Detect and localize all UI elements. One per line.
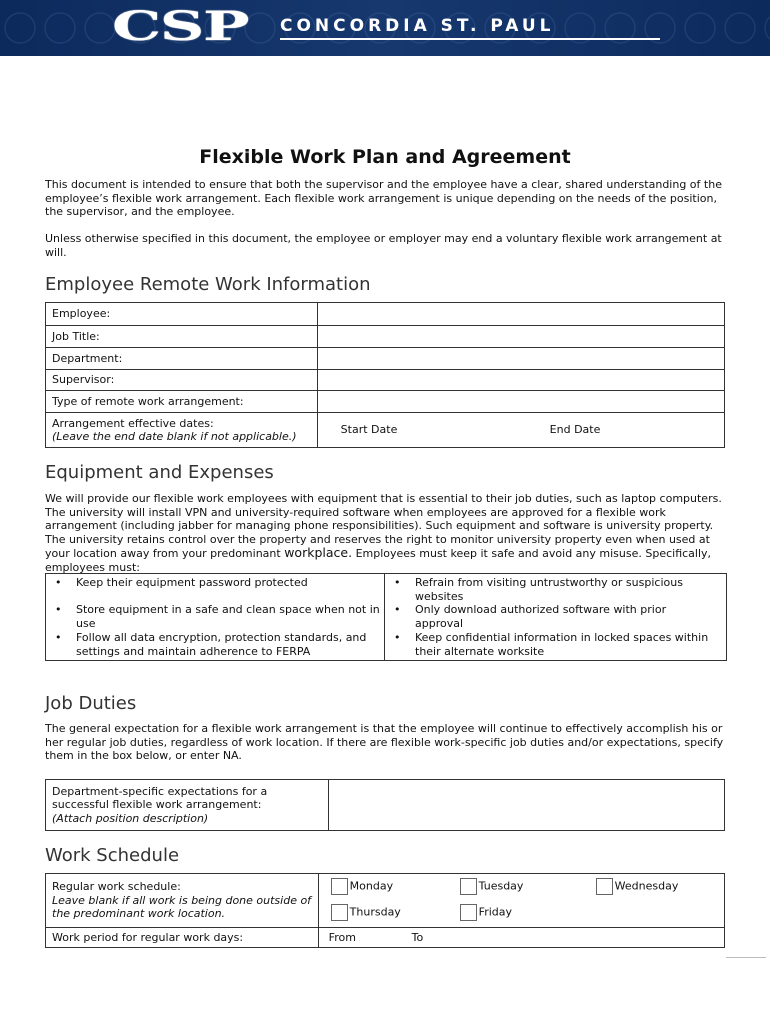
- equipment-text-part2: Employees must keep it safe and avoid any misuse. Specifically, employees must:: [45, 547, 712, 574]
- checkbox-icon[interactable]: [460, 904, 477, 921]
- work-period-field[interactable]: [318, 928, 724, 948]
- header-banner: [0, 0, 770, 56]
- supervisor-field[interactable]: [317, 370, 724, 391]
- arrangement-type-label: Type of remote work arrangement:: [46, 391, 318, 413]
- expectations-label: Department-specific expectations for a successful flexible work arrangement:: [52, 784, 268, 812]
- job-duties-paragraph: The general expectation for a flexible work arrangement is that the employee will continue to effectively accomplish his or her regular job duties, regardless of work location. If there are flexible work-specific job duties and/or expectations, specify them in the box below, or enter NA.: [45, 722, 724, 763]
- checkbox-icon[interactable]: [460, 878, 477, 895]
- days-cell: [318, 874, 724, 928]
- start-date-label: Start Date: [340, 423, 398, 436]
- day-checkbox-monday[interactable]: Monday: [331, 878, 393, 895]
- equipment-rules-table: [45, 573, 727, 661]
- logo-underline: [280, 38, 660, 40]
- job-title-field[interactable]: [317, 326, 724, 348]
- arrangement-type-field[interactable]: [317, 391, 724, 413]
- expectations-label-cell: [46, 780, 329, 831]
- supervisor-label: Supervisor:: [46, 370, 318, 391]
- work-schedule-table: [45, 873, 725, 948]
- bullet-icon: •: [394, 631, 401, 644]
- day-checkbox-friday[interactable]: Friday: [460, 904, 512, 921]
- effective-dates-field[interactable]: [317, 413, 724, 448]
- document-title: Flexible Work Plan and Agreement: [199, 146, 571, 168]
- expectations-note: (Attach position description): [52, 811, 209, 825]
- bullet-icon: •: [55, 603, 62, 616]
- effective-dates-note: (Leave the end date blank if not applicable.): [52, 430, 297, 443]
- rule-item: • Refrain from visiting untrustworthy or suspicious websites: [394, 576, 683, 603]
- effective-dates-label: Arrangement effective dates:: [52, 416, 214, 430]
- day-checkbox-thursday[interactable]: Thursday: [331, 904, 401, 921]
- day-checkbox-tuesday[interactable]: Tuesday: [460, 878, 524, 895]
- section-heading-job-duties: Job Duties: [45, 693, 137, 714]
- rule-item: • Store equipment in a safe and clean space when not in use: [55, 603, 380, 630]
- csp-logo: CSP: [112, 3, 249, 50]
- rule-item: • Follow all data encryption, protection standards, and settings and maintain adherence to FERPA: [55, 631, 367, 658]
- work-period-label: Work period for regular work days:: [46, 928, 319, 948]
- remote-info-table: [45, 302, 725, 448]
- section-heading-work-schedule: Work Schedule: [45, 845, 180, 866]
- bullet-icon: •: [394, 576, 401, 589]
- job-duties-table: [45, 779, 725, 831]
- bullet-icon: •: [55, 576, 62, 589]
- effective-dates-cell: [46, 413, 318, 448]
- bullet-icon: •: [55, 631, 62, 644]
- to-label: To: [411, 931, 424, 944]
- intro-paragraph-at-will: Unless otherwise specified in this document, the employee or employer may end a voluntary flexible work arrangement at will.: [45, 232, 722, 259]
- end-date-label: End Date: [549, 423, 601, 436]
- job-title-label: Job Title:: [46, 326, 318, 348]
- page-edge-rule: [726, 957, 766, 958]
- section-heading-remote-work: Employee Remote Work Information: [45, 274, 371, 295]
- regular-schedule-label: Regular work schedule:: [52, 880, 181, 894]
- regular-schedule-note: Leave blank if all work is being done outside of the predominant work location.: [52, 893, 312, 921]
- checkbox-icon[interactable]: [331, 904, 348, 921]
- intro-paragraph: This document is intended to ensure that both the supervisor and the employee have a clear, shared understanding of the employee’s flexible work arrangement. Each flexible work arrangement is unique depending on the needs of the position, the supervisor, and the employee.: [45, 178, 722, 219]
- day-checkbox-wednesday[interactable]: Wednesday: [596, 878, 679, 895]
- bullet-icon: •: [394, 603, 401, 616]
- checkbox-icon[interactable]: [596, 878, 613, 895]
- equipment-text-part1: We will provide our flexible work employees with equipment that is essential to their job duties, such as laptop computers. The university will install VPN and university-required software when employees are approved for a flexible work arrangement (including jabber for managing phone responsibilities). Such equipment and software is university property. The university retains control over the property and reserves the right to monitor university property even when used at your location away from your predominant: [45, 492, 722, 561]
- from-label: From: [328, 931, 356, 944]
- equipment-text-workplace: workplace.: [284, 545, 353, 561]
- section-heading-equipment: Equipment and Expenses: [45, 462, 274, 483]
- university-name: CONCORDIA ST. PAUL: [280, 16, 555, 36]
- expectations-field[interactable]: [328, 780, 724, 831]
- employee-label: Employee:: [46, 303, 318, 326]
- rule-item: • Keep confidential information in locked spaces within their alternate worksite: [394, 631, 709, 658]
- checkbox-icon[interactable]: [331, 878, 348, 895]
- regular-schedule-label-cell: [46, 874, 319, 928]
- rule-item: • Keep their equipment password protected: [55, 576, 308, 589]
- equipment-paragraph: [45, 492, 725, 575]
- rule-item: • Only download authorized software with prior approval: [394, 603, 667, 630]
- department-label: Department:: [46, 348, 318, 370]
- employee-field[interactable]: [317, 303, 724, 326]
- department-field[interactable]: [317, 348, 724, 370]
